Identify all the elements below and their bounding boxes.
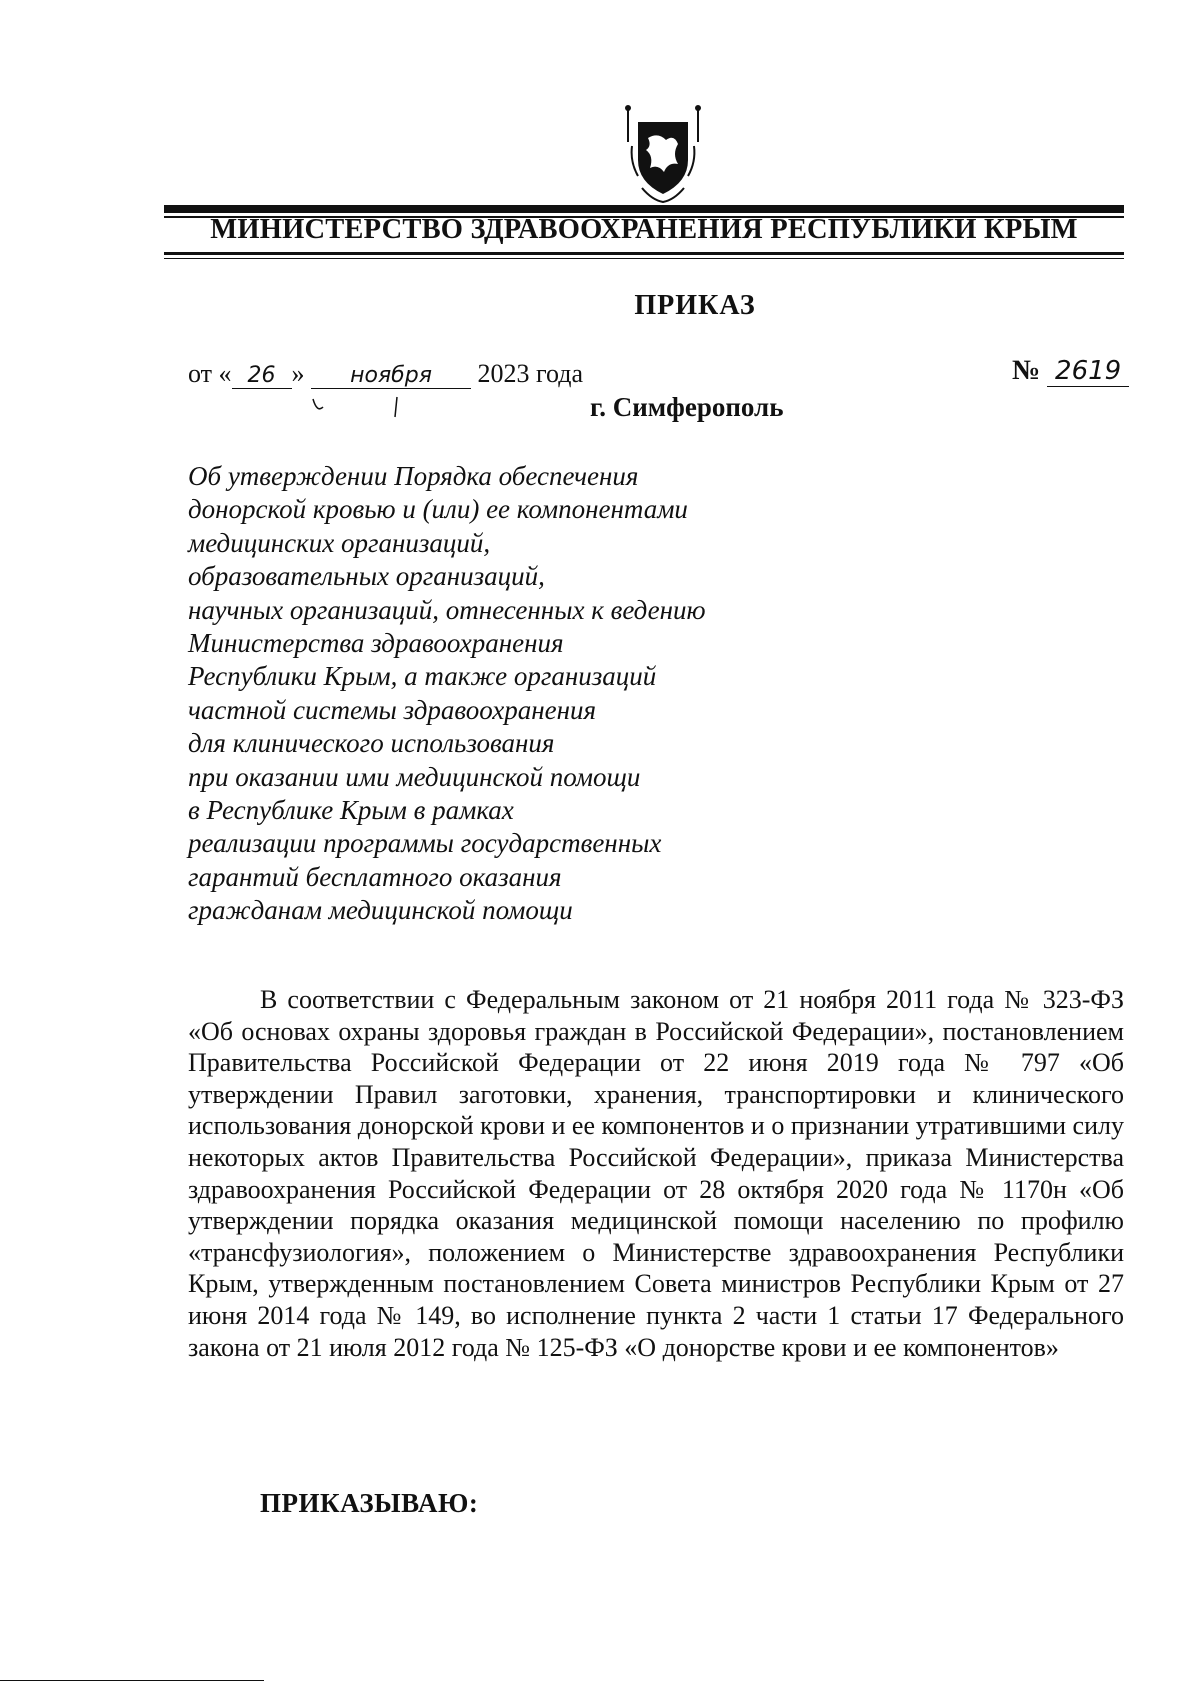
number-prefix: № bbox=[1012, 355, 1041, 386]
preamble-paragraph: В соответствии с Федеральным законом от 21 ноября 2011 года № 323-ФЗ «Об основах охраны здоровья граждан в Российской Федерации», постановлением Правительства Российской Федерации от 22 июня 2019 года № 797 «Об утверждении Правил заготовки, хранения, транспортировки и клинического использования донорской крови и ее компонентов и о признании утратившими силу некоторых актов Правительства Российской Федерации», приказа Министерства здравоохранения Российской Федерации от 28 октября 2020 года № 1170н «Об утверждении порядка оказания медицинской помощи населению по профилю «трансфузиология», положением о Министерстве здравоохранения Республики Крым, утвержденным постановлением Совета министров Республики Крым от 27 июня 2014 года № 149, во исполнение пункта 2 части 1 статьи 17 Федерального закона от 21 июля 2012 года № 125-ФЗ «О донорстве крови и ее компонентов» bbox=[188, 985, 1124, 1362]
order-subject bbox=[188, 460, 808, 928]
order-date bbox=[188, 359, 583, 389]
subject-line: реализации программы государственных bbox=[188, 828, 662, 859]
number-value: 2619 bbox=[1047, 356, 1129, 387]
subject-line: частной системы здравоохранения bbox=[188, 694, 597, 725]
crimea-coat-of-arms-icon bbox=[622, 102, 704, 204]
date-prefix: от « bbox=[188, 359, 232, 388]
subject-line: Республики Крым, а также организаций bbox=[188, 661, 657, 692]
subject-line: при оказании ими медицинской помощи bbox=[188, 761, 641, 792]
ministry-name: МИНИСТЕРСТВО ЗДРАВООХРАНЕНИЯ РЕСПУБЛИКИ КРЫМ bbox=[210, 214, 1078, 245]
city: г. Симферополь bbox=[590, 392, 784, 422]
subject-line: образовательных организаций, bbox=[188, 561, 545, 592]
header-rule-top bbox=[164, 205, 1124, 213]
subject-line: гражданам медицинской помощи bbox=[188, 895, 573, 926]
date-mid: » bbox=[291, 359, 305, 388]
order-directive: ПРИКАЗЫВАЮ: bbox=[260, 1488, 479, 1518]
subject-line: Об утверждении Порядка обеспечения bbox=[188, 461, 639, 491]
subject-line: в Республике Крым в рамках bbox=[188, 795, 514, 826]
date-month: ноября bbox=[311, 363, 471, 389]
subject-line: гарантий бесплатного оказания bbox=[188, 861, 562, 892]
subject-line: для клинического использования bbox=[188, 728, 555, 759]
date-day: 26 bbox=[232, 363, 292, 389]
footnote-separator bbox=[0, 1680, 264, 1681]
header-rule-bottom bbox=[164, 252, 1124, 255]
subject-line: научных организаций, отнесенных к ведению bbox=[188, 594, 706, 625]
subject-line: донорской кровью и (или) ее компонентами bbox=[188, 494, 688, 525]
subject-line: Министерства здравоохранения bbox=[188, 628, 564, 659]
header-rule-bottom-thin bbox=[164, 258, 1124, 259]
order-number bbox=[1012, 355, 1129, 387]
handwriting-mark bbox=[311, 395, 401, 419]
document-title: ПРИКАЗ bbox=[634, 290, 756, 321]
subject-line: медицинских организаций, bbox=[188, 527, 491, 558]
date-year: 2023 года bbox=[477, 359, 584, 388]
